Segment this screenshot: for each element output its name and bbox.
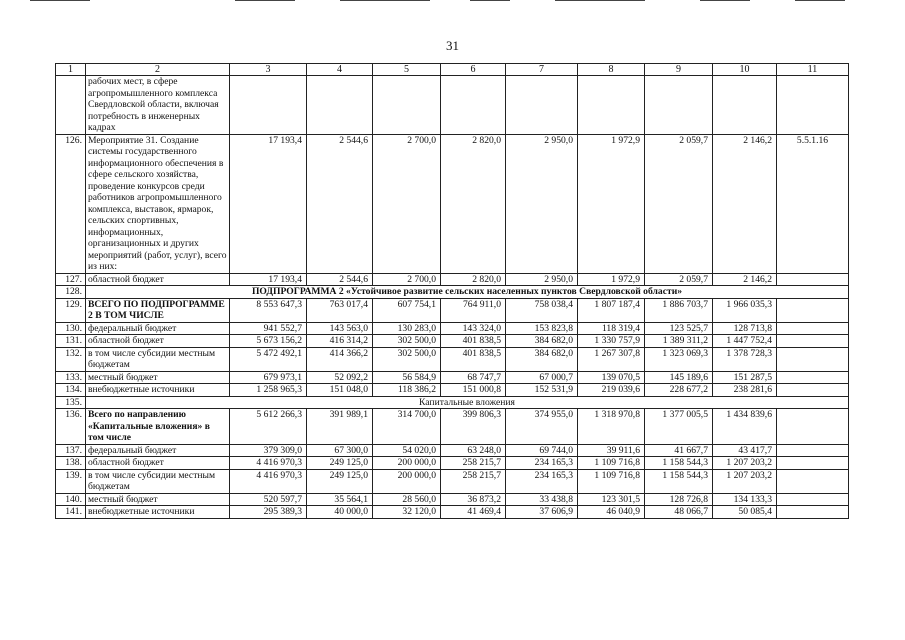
- row-number: 135.: [56, 396, 86, 409]
- value-cell: 379 309,0: [230, 444, 307, 457]
- table-row: [56, 409, 849, 445]
- value-cell: 941 552,7: [230, 322, 307, 335]
- value-cell: 1 158 544,3: [645, 457, 713, 470]
- value-cell: 391 989,1: [307, 409, 373, 445]
- value-cell: 5 472 492,1: [230, 347, 307, 371]
- row-label: федеральный бюджет: [86, 322, 230, 335]
- row-number: 133.: [56, 371, 86, 384]
- value-cell: 56 584,9: [373, 371, 441, 384]
- value-cell: 763 017,4: [307, 298, 373, 322]
- code-cell: [777, 371, 849, 384]
- row-number: 130.: [56, 322, 86, 335]
- value-cell: 1 109 716,8: [578, 469, 645, 493]
- value-cell: 4 416 970,3: [230, 469, 307, 493]
- value-cell: 238 281,6: [713, 384, 777, 397]
- value-cell: 1 447 752,4: [713, 335, 777, 348]
- row-number: 136.: [56, 409, 86, 445]
- top-rule-2: [235, 0, 295, 1]
- value-cell: 153 823,8: [506, 322, 578, 335]
- code-cell: [777, 335, 849, 348]
- value-cell: 5 673 156,2: [230, 335, 307, 348]
- value-cell: 8 553 647,3: [230, 298, 307, 322]
- column-header: 7: [506, 64, 578, 76]
- row-label: ВСЕГО ПО ПОДПРОГРАММЕ 2 В ТОМ ЧИСЛЕ: [86, 298, 230, 322]
- table-row: [56, 298, 849, 322]
- value-cell: [645, 76, 713, 135]
- table-row: [56, 335, 849, 348]
- row-number: 141.: [56, 506, 86, 519]
- value-cell: 1 807 187,4: [578, 298, 645, 322]
- column-header: 9: [645, 64, 713, 76]
- code-cell: [777, 76, 849, 135]
- top-rule-7: [795, 0, 845, 1]
- top-rule-5: [555, 0, 645, 1]
- value-cell: 1 318 970,8: [578, 409, 645, 445]
- table-row: [56, 371, 849, 384]
- table-row: [56, 384, 849, 397]
- value-cell: 607 754,1: [373, 298, 441, 322]
- value-cell: 2 700,0: [373, 273, 441, 286]
- value-cell: 1 258 965,3: [230, 384, 307, 397]
- value-cell: 143 324,0: [441, 322, 506, 335]
- value-cell: 295 389,3: [230, 506, 307, 519]
- value-cell: 1 378 728,3: [713, 347, 777, 371]
- value-cell: 67 300,0: [307, 444, 373, 457]
- section-title: Капитальные вложения: [86, 396, 849, 409]
- table-row: [56, 286, 849, 299]
- top-rule-4: [470, 0, 510, 1]
- code-cell: [777, 273, 849, 286]
- code-cell: [777, 444, 849, 457]
- table-row: [56, 457, 849, 470]
- column-header: 3: [230, 64, 307, 76]
- value-cell: 41 667,7: [645, 444, 713, 457]
- code-cell: [777, 469, 849, 493]
- value-cell: 314 700,0: [373, 409, 441, 445]
- value-cell: 28 560,0: [373, 493, 441, 506]
- value-cell: 414 366,2: [307, 347, 373, 371]
- value-cell: [441, 76, 506, 135]
- table-row: [56, 469, 849, 493]
- value-cell: 128 713,8: [713, 322, 777, 335]
- value-cell: 4 416 970,3: [230, 457, 307, 470]
- value-cell: 151 048,0: [307, 384, 373, 397]
- row-number: 137.: [56, 444, 86, 457]
- budget-table: [55, 63, 849, 519]
- value-cell: 118 319,4: [578, 322, 645, 335]
- top-rule-6: [700, 0, 750, 1]
- row-number: 132.: [56, 347, 86, 371]
- value-cell: 39 911,6: [578, 444, 645, 457]
- value-cell: 249 125,0: [307, 457, 373, 470]
- table-row: [56, 347, 849, 371]
- top-rule-1: [30, 0, 90, 1]
- value-cell: [373, 76, 441, 135]
- top-rule-3: [340, 0, 430, 1]
- column-header: 4: [307, 64, 373, 76]
- value-cell: 36 873,2: [441, 493, 506, 506]
- row-number: 131.: [56, 335, 86, 348]
- value-cell: 2 059,7: [645, 273, 713, 286]
- row-label: рабочих мест, в сфере агропромышленного комплекса Свердловской области, включая потребность в инженерных кадрах: [86, 76, 230, 135]
- value-cell: 134 133,3: [713, 493, 777, 506]
- row-label: областной бюджет: [86, 335, 230, 348]
- value-cell: 2 544,6: [307, 273, 373, 286]
- value-cell: 54 020,0: [373, 444, 441, 457]
- value-cell: 17 193,4: [230, 273, 307, 286]
- row-number: 139.: [56, 469, 86, 493]
- value-cell: 17 193,4: [230, 134, 307, 273]
- value-cell: 2 950,0: [506, 134, 578, 273]
- value-cell: 69 744,0: [506, 444, 578, 457]
- value-cell: 758 038,4: [506, 298, 578, 322]
- column-header: 8: [578, 64, 645, 76]
- value-cell: 200 000,0: [373, 469, 441, 493]
- value-cell: 520 597,7: [230, 493, 307, 506]
- row-label: местный бюджет: [86, 371, 230, 384]
- value-cell: 399 806,3: [441, 409, 506, 445]
- value-cell: 33 438,8: [506, 493, 578, 506]
- value-cell: 50 085,4: [713, 506, 777, 519]
- value-cell: 679 973,1: [230, 371, 307, 384]
- value-cell: 1 434 839,6: [713, 409, 777, 445]
- value-cell: 1 972,9: [578, 273, 645, 286]
- row-label: внебюджетные источники: [86, 384, 230, 397]
- code-cell: 5.5.1.16: [777, 134, 849, 273]
- value-cell: 143 563,0: [307, 322, 373, 335]
- value-cell: 1 886 703,7: [645, 298, 713, 322]
- value-cell: [578, 76, 645, 135]
- row-label: в том числе субсидии местным бюджетам: [86, 347, 230, 371]
- code-cell: [777, 409, 849, 445]
- value-cell: 234 165,3: [506, 457, 578, 470]
- header-row: [56, 64, 849, 76]
- row-label: областной бюджет: [86, 273, 230, 286]
- value-cell: 40 000,0: [307, 506, 373, 519]
- row-label: федеральный бюджет: [86, 444, 230, 457]
- value-cell: 2 146,2: [713, 134, 777, 273]
- value-cell: 145 189,6: [645, 371, 713, 384]
- value-cell: 416 314,2: [307, 335, 373, 348]
- value-cell: 2 700,0: [373, 134, 441, 273]
- value-cell: 32 120,0: [373, 506, 441, 519]
- value-cell: 68 747,7: [441, 371, 506, 384]
- table-row: [56, 396, 849, 409]
- row-number: 128.: [56, 286, 86, 299]
- value-cell: 764 911,0: [441, 298, 506, 322]
- value-cell: 1 389 311,2: [645, 335, 713, 348]
- table-row: [56, 444, 849, 457]
- row-label: в том числе субсидии местным бюджетам: [86, 469, 230, 493]
- table-row: [56, 322, 849, 335]
- value-cell: 5 612 266,3: [230, 409, 307, 445]
- row-number: 134.: [56, 384, 86, 397]
- value-cell: 219 039,6: [578, 384, 645, 397]
- table-row: [56, 76, 849, 135]
- row-label: местный бюджет: [86, 493, 230, 506]
- column-header: 1: [56, 64, 86, 76]
- table-row: [56, 134, 849, 273]
- value-cell: 1 109 716,8: [578, 457, 645, 470]
- value-cell: 151 000,8: [441, 384, 506, 397]
- value-cell: 2 059,7: [645, 134, 713, 273]
- value-cell: 2 820,0: [441, 134, 506, 273]
- value-cell: 2 146,2: [713, 273, 777, 286]
- value-cell: 384 682,0: [506, 335, 578, 348]
- code-cell: [777, 493, 849, 506]
- value-cell: 384 682,0: [506, 347, 578, 371]
- value-cell: [713, 76, 777, 135]
- value-cell: 123 301,5: [578, 493, 645, 506]
- value-cell: 43 417,7: [713, 444, 777, 457]
- column-header: 11: [777, 64, 849, 76]
- value-cell: 258 215,7: [441, 457, 506, 470]
- table-row: [56, 493, 849, 506]
- value-cell: 41 469,4: [441, 506, 506, 519]
- value-cell: 374 955,0: [506, 409, 578, 445]
- value-cell: 128 726,8: [645, 493, 713, 506]
- column-header: 5: [373, 64, 441, 76]
- row-number: [56, 76, 86, 135]
- value-cell: 2 544,6: [307, 134, 373, 273]
- page-number: 31: [446, 38, 459, 53]
- value-cell: 1 207 203,2: [713, 469, 777, 493]
- value-cell: 401 838,5: [441, 347, 506, 371]
- value-cell: 151 287,5: [713, 371, 777, 384]
- value-cell: 258 215,7: [441, 469, 506, 493]
- code-cell: [777, 347, 849, 371]
- column-header: 6: [441, 64, 506, 76]
- code-cell: [777, 322, 849, 335]
- column-header: 10: [713, 64, 777, 76]
- row-number: 126.: [56, 134, 86, 273]
- row-label: Всего по направлению «Капитальные вложения» в том числе: [86, 409, 230, 445]
- value-cell: 37 606,9: [506, 506, 578, 519]
- value-cell: 200 000,0: [373, 457, 441, 470]
- table-row: [56, 506, 849, 519]
- value-cell: 1 207 203,2: [713, 457, 777, 470]
- value-cell: 1 966 035,3: [713, 298, 777, 322]
- value-cell: 1 158 544,3: [645, 469, 713, 493]
- value-cell: 228 677,2: [645, 384, 713, 397]
- value-cell: 35 564,1: [307, 493, 373, 506]
- value-cell: 2 820,0: [441, 273, 506, 286]
- row-label: областной бюджет: [86, 457, 230, 470]
- value-cell: 1 330 757,9: [578, 335, 645, 348]
- value-cell: 48 066,7: [645, 506, 713, 519]
- row-number: 127.: [56, 273, 86, 286]
- value-cell: 1 323 069,3: [645, 347, 713, 371]
- value-cell: 67 000,7: [506, 371, 578, 384]
- row-label: внебюджетные источники: [86, 506, 230, 519]
- value-cell: 130 283,0: [373, 322, 441, 335]
- value-cell: 401 838,5: [441, 335, 506, 348]
- column-header: 2: [86, 64, 230, 76]
- value-cell: 1 972,9: [578, 134, 645, 273]
- value-cell: 118 386,2: [373, 384, 441, 397]
- value-cell: 139 070,5: [578, 371, 645, 384]
- row-number: 140.: [56, 493, 86, 506]
- value-cell: 2 950,0: [506, 273, 578, 286]
- value-cell: 1 267 307,8: [578, 347, 645, 371]
- value-cell: 123 525,7: [645, 322, 713, 335]
- row-number: 138.: [56, 457, 86, 470]
- code-cell: [777, 506, 849, 519]
- row-number: 129.: [56, 298, 86, 322]
- value-cell: 46 040,9: [578, 506, 645, 519]
- value-cell: 302 500,0: [373, 347, 441, 371]
- value-cell: 249 125,0: [307, 469, 373, 493]
- row-label: Мероприятие 31. Создание системы государственного информационного обеспечения в сфере сельского хозяйства, проведение конкурсов среди работников агропромышленного комплекса, выставок, ярмарок, сельских спортивных, информационных, организационных и других мероприятий (работ, услуг), всего из них:: [86, 134, 230, 273]
- value-cell: 63 248,0: [441, 444, 506, 457]
- value-cell: [506, 76, 578, 135]
- table-row: [56, 273, 849, 286]
- value-cell: [307, 76, 373, 135]
- value-cell: 1 377 005,5: [645, 409, 713, 445]
- code-cell: [777, 384, 849, 397]
- value-cell: 234 165,3: [506, 469, 578, 493]
- value-cell: [230, 76, 307, 135]
- code-cell: [777, 298, 849, 322]
- value-cell: 302 500,0: [373, 335, 441, 348]
- section-title: ПОДПРОГРАММА 2 «Устойчивое развитие сельских населенных пунктов Свердловской области»: [86, 286, 849, 299]
- value-cell: 152 531,9: [506, 384, 578, 397]
- value-cell: 52 092,2: [307, 371, 373, 384]
- code-cell: [777, 457, 849, 470]
